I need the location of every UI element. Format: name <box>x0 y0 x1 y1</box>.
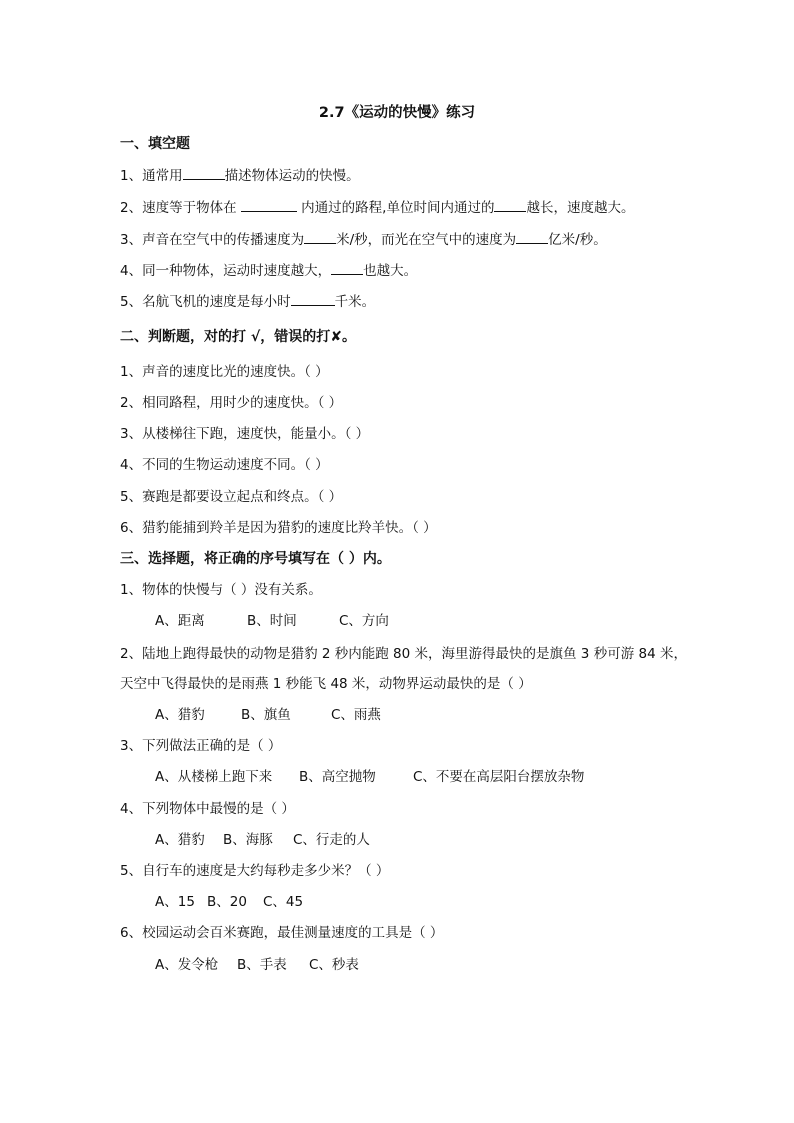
answer-blank <box>331 260 363 275</box>
option-b: B、海豚 <box>223 832 273 848</box>
question-text: 1、通常用 <box>120 168 183 184</box>
answer-blank <box>304 229 336 244</box>
question-text: 3、声音在空气中的传播速度为 <box>120 232 305 248</box>
question-text: 描述物体运动的快慢。 <box>224 168 360 184</box>
choice-question-4: 4、下列物体中最慢的是（ ） <box>120 801 295 817</box>
choice-question-5: 5、自行车的速度是大约每秒走多少米？（ ） <box>120 863 390 879</box>
page-title: 2.7《运动的快慢》练习 <box>318 105 476 121</box>
judge-question-1: 1、声音的速度比光的速度快。（ ） <box>120 364 329 380</box>
option-a: A、发令枪 <box>155 957 219 973</box>
judge-question-3: 3、从楼梯往下跑，速度快，能量小。（ ） <box>120 426 370 442</box>
option-b: B、手表 <box>237 957 287 973</box>
option-c: C、秒表 <box>309 957 359 973</box>
fill-question-3 <box>120 229 607 249</box>
option-a: A、距离 <box>155 613 205 629</box>
section-heading-fill-blank: 一、填空题 <box>120 136 190 152</box>
question-text: 亿米/秒。 <box>548 232 607 248</box>
choice-question-1: 1、物体的快慢与（ ）没有关系。 <box>120 582 322 598</box>
question-text: 也越大。 <box>363 263 418 279</box>
option-b: B、20 <box>207 894 247 910</box>
section-heading-multiple-choice: 三、选择题，将正确的序号填写在（ ）内。 <box>120 551 391 567</box>
answer-blank <box>183 165 225 180</box>
question-text: 2、速度等于物体在 <box>120 200 241 216</box>
choice-options-6 <box>155 956 359 974</box>
question-text: 千米。 <box>334 294 376 310</box>
choice-question-2-line-1: 2、陆地上跑得最快的动物是猎豹 2 秒内能跑 80 米，海里游得最快的是旗鱼 3 秒可游 84 米， <box>120 646 687 662</box>
choice-question-3: 3、下列做法正确的是（ ） <box>120 738 282 754</box>
choice-options-1 <box>155 612 389 630</box>
option-c: C、行走的人 <box>293 832 370 848</box>
choice-options-5 <box>155 893 303 911</box>
option-a: A、猎豹 <box>155 707 205 723</box>
answer-blank <box>241 197 297 212</box>
question-text: 米/秒，而光在空气中的速度为 <box>336 232 517 248</box>
option-a: A、从楼梯上跑下来 <box>155 769 273 785</box>
question-text: 4、同一种物体，运动时速度越大， <box>120 263 332 279</box>
option-b: B、时间 <box>247 613 297 629</box>
fill-question-2 <box>120 197 634 217</box>
option-c: C、方向 <box>339 613 389 629</box>
question-text: 越长，速度越大。 <box>526 200 635 216</box>
judge-question-4: 4、不同的生物运动速度不同。（ ） <box>120 457 329 473</box>
fill-question-5 <box>120 291 375 311</box>
answer-blank <box>494 197 526 212</box>
question-text: 5、名航飞机的速度是每小时 <box>120 294 291 310</box>
fill-question-4 <box>120 260 417 280</box>
choice-options-2 <box>155 706 381 724</box>
judge-question-2: 2、相同路程，用时少的速度快。（ ） <box>120 395 343 411</box>
question-text: 内通过的路程,单位时间内通过的 <box>296 200 495 216</box>
judge-question-5: 5、赛跑是都要设立起点和终点。（ ） <box>120 489 343 505</box>
choice-question-6: 6、校园运动会百米赛跑，最佳测量速度的工具是（ ） <box>120 925 444 941</box>
option-c: C、45 <box>263 894 304 910</box>
option-c: C、不要在高层阳台摆放杂物 <box>413 769 585 785</box>
choice-question-2-line-2: 天空中飞得最快的是雨燕 1 秒能飞 48 米，动物界运动最快的是（ ） <box>120 676 532 692</box>
section-heading-true-false: 二、判断题，对的打 √，错误的打✘。 <box>120 329 356 345</box>
fill-question-1 <box>120 165 360 185</box>
choice-options-3 <box>155 768 584 786</box>
option-b: B、高空抛物 <box>299 769 376 785</box>
option-b: B、旗鱼 <box>241 707 291 723</box>
option-a: A、15 <box>155 894 195 910</box>
option-c: C、雨燕 <box>331 707 381 723</box>
choice-options-4 <box>155 831 370 849</box>
judge-question-6: 6、猎豹能捕到羚羊是因为猎豹的速度比羚羊快。（ ） <box>120 520 437 536</box>
answer-blank <box>516 229 548 244</box>
answer-blank <box>291 291 335 306</box>
option-a: A、猎豹 <box>155 832 205 848</box>
